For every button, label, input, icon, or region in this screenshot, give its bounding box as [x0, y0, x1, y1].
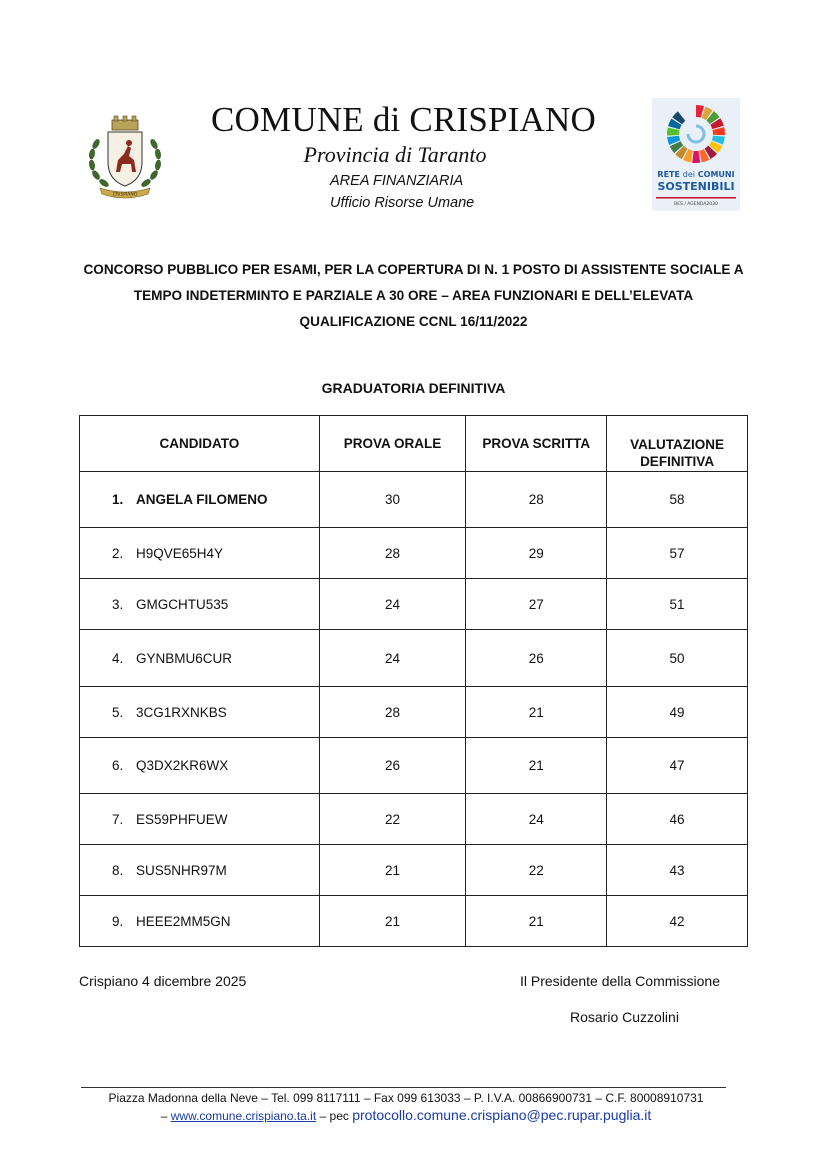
- valutazione-cell: 50: [607, 630, 748, 687]
- footer-contacts: [0, 1107, 812, 1123]
- candidate-cell: [80, 528, 320, 579]
- candidate-name: GYNBMU6CUR: [136, 650, 233, 666]
- rank-number: 7.: [112, 811, 124, 827]
- place-date: Crispiano 4 dicembre 2025: [79, 973, 247, 989]
- candidate-name: HEEE2MM5GN: [136, 913, 231, 929]
- candidate-name: 3CG1RXNKBS: [136, 704, 227, 720]
- candidate-cell: [80, 896, 320, 947]
- prova-orale-cell: 21: [319, 845, 466, 896]
- svg-text:BES / AGENDA2030: BES / AGENDA2030: [674, 202, 718, 207]
- concorso-line: CONCORSO PUBBLICO PER ESAMI, PER LA COPERTURA DI N. 1 POSTO DI ASSISTENTE SOCIALE A: [83, 262, 744, 277]
- footer-dash: –: [160, 1109, 168, 1123]
- table-row: [80, 896, 748, 947]
- province-subtitle: Provincia di Taranto: [303, 142, 487, 167]
- rank-number: 8.: [112, 862, 124, 878]
- valutazione-cell: 43: [607, 845, 748, 896]
- prova-scritta-cell: 24: [466, 794, 607, 845]
- candidate-cell: [80, 630, 320, 687]
- prova-scritta-cell: 27: [466, 579, 607, 630]
- svg-text:RETE dei COMUNI: RETE dei COMUNI: [657, 170, 735, 179]
- header-prova-scritta: PROVA SCRITTA: [466, 416, 607, 472]
- municipality-title: COMUNE di CRISPIANO: [211, 100, 596, 139]
- table-row: [80, 630, 748, 687]
- pec-address[interactable]: protocollo.comune.crispiano@pec.rupar.puglia.it: [352, 1107, 652, 1123]
- prova-orale-cell: 28: [319, 687, 466, 738]
- header-valutazione-definitiva: VALUTAZIONE DEFINITIVA: [607, 416, 748, 472]
- table-row: [80, 794, 748, 845]
- prova-orale-cell: 22: [319, 794, 466, 845]
- svg-text:CRISPIANO: CRISPIANO: [112, 192, 138, 198]
- rank-number: 6.: [112, 758, 124, 773]
- table-row: [80, 738, 748, 794]
- office-label: Ufficio Risorse Umane: [330, 195, 475, 211]
- prova-scritta-cell: 26: [466, 630, 607, 687]
- candidate-name: ANGELA FILOMENO: [136, 492, 268, 507]
- graduatoria-title: GRADUATORIA DEFINITIVA: [321, 380, 506, 396]
- valutazione-cell: 51: [607, 579, 748, 630]
- table-row: [80, 528, 748, 579]
- table-header-row: [80, 416, 748, 472]
- candidate-name: ES59PHFUEW: [136, 811, 228, 827]
- svg-text:SOSTENIBILI: SOSTENIBILI: [657, 180, 735, 193]
- prova-scritta-cell: 21: [466, 687, 607, 738]
- rank-number: 3.: [112, 596, 124, 612]
- pec-label: – pec: [319, 1109, 349, 1123]
- prova-orale-cell: 28: [319, 528, 466, 579]
- candidate-cell: [80, 794, 320, 845]
- footer-address: Piazza Madonna della Neve – Tel. 099 8117111 – Fax 099 613033 – P. I.V.A. 00866900731 – C.F. 80008910731: [108, 1091, 704, 1105]
- prova-orale-cell: 21: [319, 896, 466, 947]
- valutazione-cell: 57: [607, 528, 748, 579]
- prova-scritta-cell: 21: [466, 738, 607, 794]
- commission-president-role: Il Presidente della Commissione: [520, 973, 720, 989]
- candidate-name: SUS5NHR97M: [136, 862, 227, 878]
- candidate-cell: [80, 738, 320, 794]
- prova-scritta-cell: 28: [466, 472, 607, 528]
- rank-number: 9.: [112, 913, 124, 929]
- prova-scritta-cell: 29: [466, 528, 607, 579]
- prova-orale-cell: 30: [319, 472, 466, 528]
- prova-orale-cell: 24: [319, 630, 466, 687]
- prova-scritta-cell: 22: [466, 845, 607, 896]
- candidate-name: Q3DX2KR6WX: [136, 758, 229, 773]
- rank-number: 4.: [112, 650, 124, 666]
- candidate-cell: [80, 579, 320, 630]
- prova-orale-cell: 24: [319, 579, 466, 630]
- table-row: [80, 472, 748, 528]
- candidate-name: H9QVE65H4Y: [136, 545, 224, 561]
- table-row: [80, 845, 748, 896]
- table-row: [80, 687, 748, 738]
- header-candidato: CANDIDATO: [80, 416, 320, 472]
- prova-orale-cell: 26: [319, 738, 466, 794]
- commission-president-name: Rosario Cuzzolini: [570, 1009, 679, 1025]
- prova-scritta-cell: 21: [466, 896, 607, 947]
- ranking-table: [79, 415, 748, 947]
- rete-comuni-sostenibili-logo: [652, 98, 740, 211]
- valutazione-cell: 49: [607, 687, 748, 738]
- candidate-cell: [80, 845, 320, 896]
- valutazione-cell: 46: [607, 794, 748, 845]
- rank-number: 1.: [112, 492, 124, 507]
- concorso-heading: [70, 257, 757, 335]
- candidate-cell: [80, 687, 320, 738]
- rank-number: 5.: [112, 704, 124, 720]
- header-prova-orale: PROVA ORALE: [319, 416, 466, 472]
- valutazione-cell: 42: [607, 896, 748, 947]
- valutazione-cell: 58: [607, 472, 748, 528]
- website-link[interactable]: www.comune.crispiano.ta.it: [170, 1109, 317, 1123]
- rank-number: 2.: [112, 545, 124, 561]
- candidate-name: GMGCHTU535: [136, 596, 229, 612]
- valutazione-cell: 47: [607, 738, 748, 794]
- concorso-line: TEMPO INDETERMINTO E PARZIALE A 30 ORE – AREA FUNZIONARI E DELL’ELEVATA: [133, 288, 694, 303]
- concorso-line: QUALIFICAZIONE CCNL 16/11/2022: [299, 314, 528, 329]
- footer-divider: [81, 1087, 726, 1088]
- table-row: [80, 579, 748, 630]
- area-label: AREA FINANZIARIA: [330, 173, 464, 189]
- candidate-cell: [80, 472, 320, 528]
